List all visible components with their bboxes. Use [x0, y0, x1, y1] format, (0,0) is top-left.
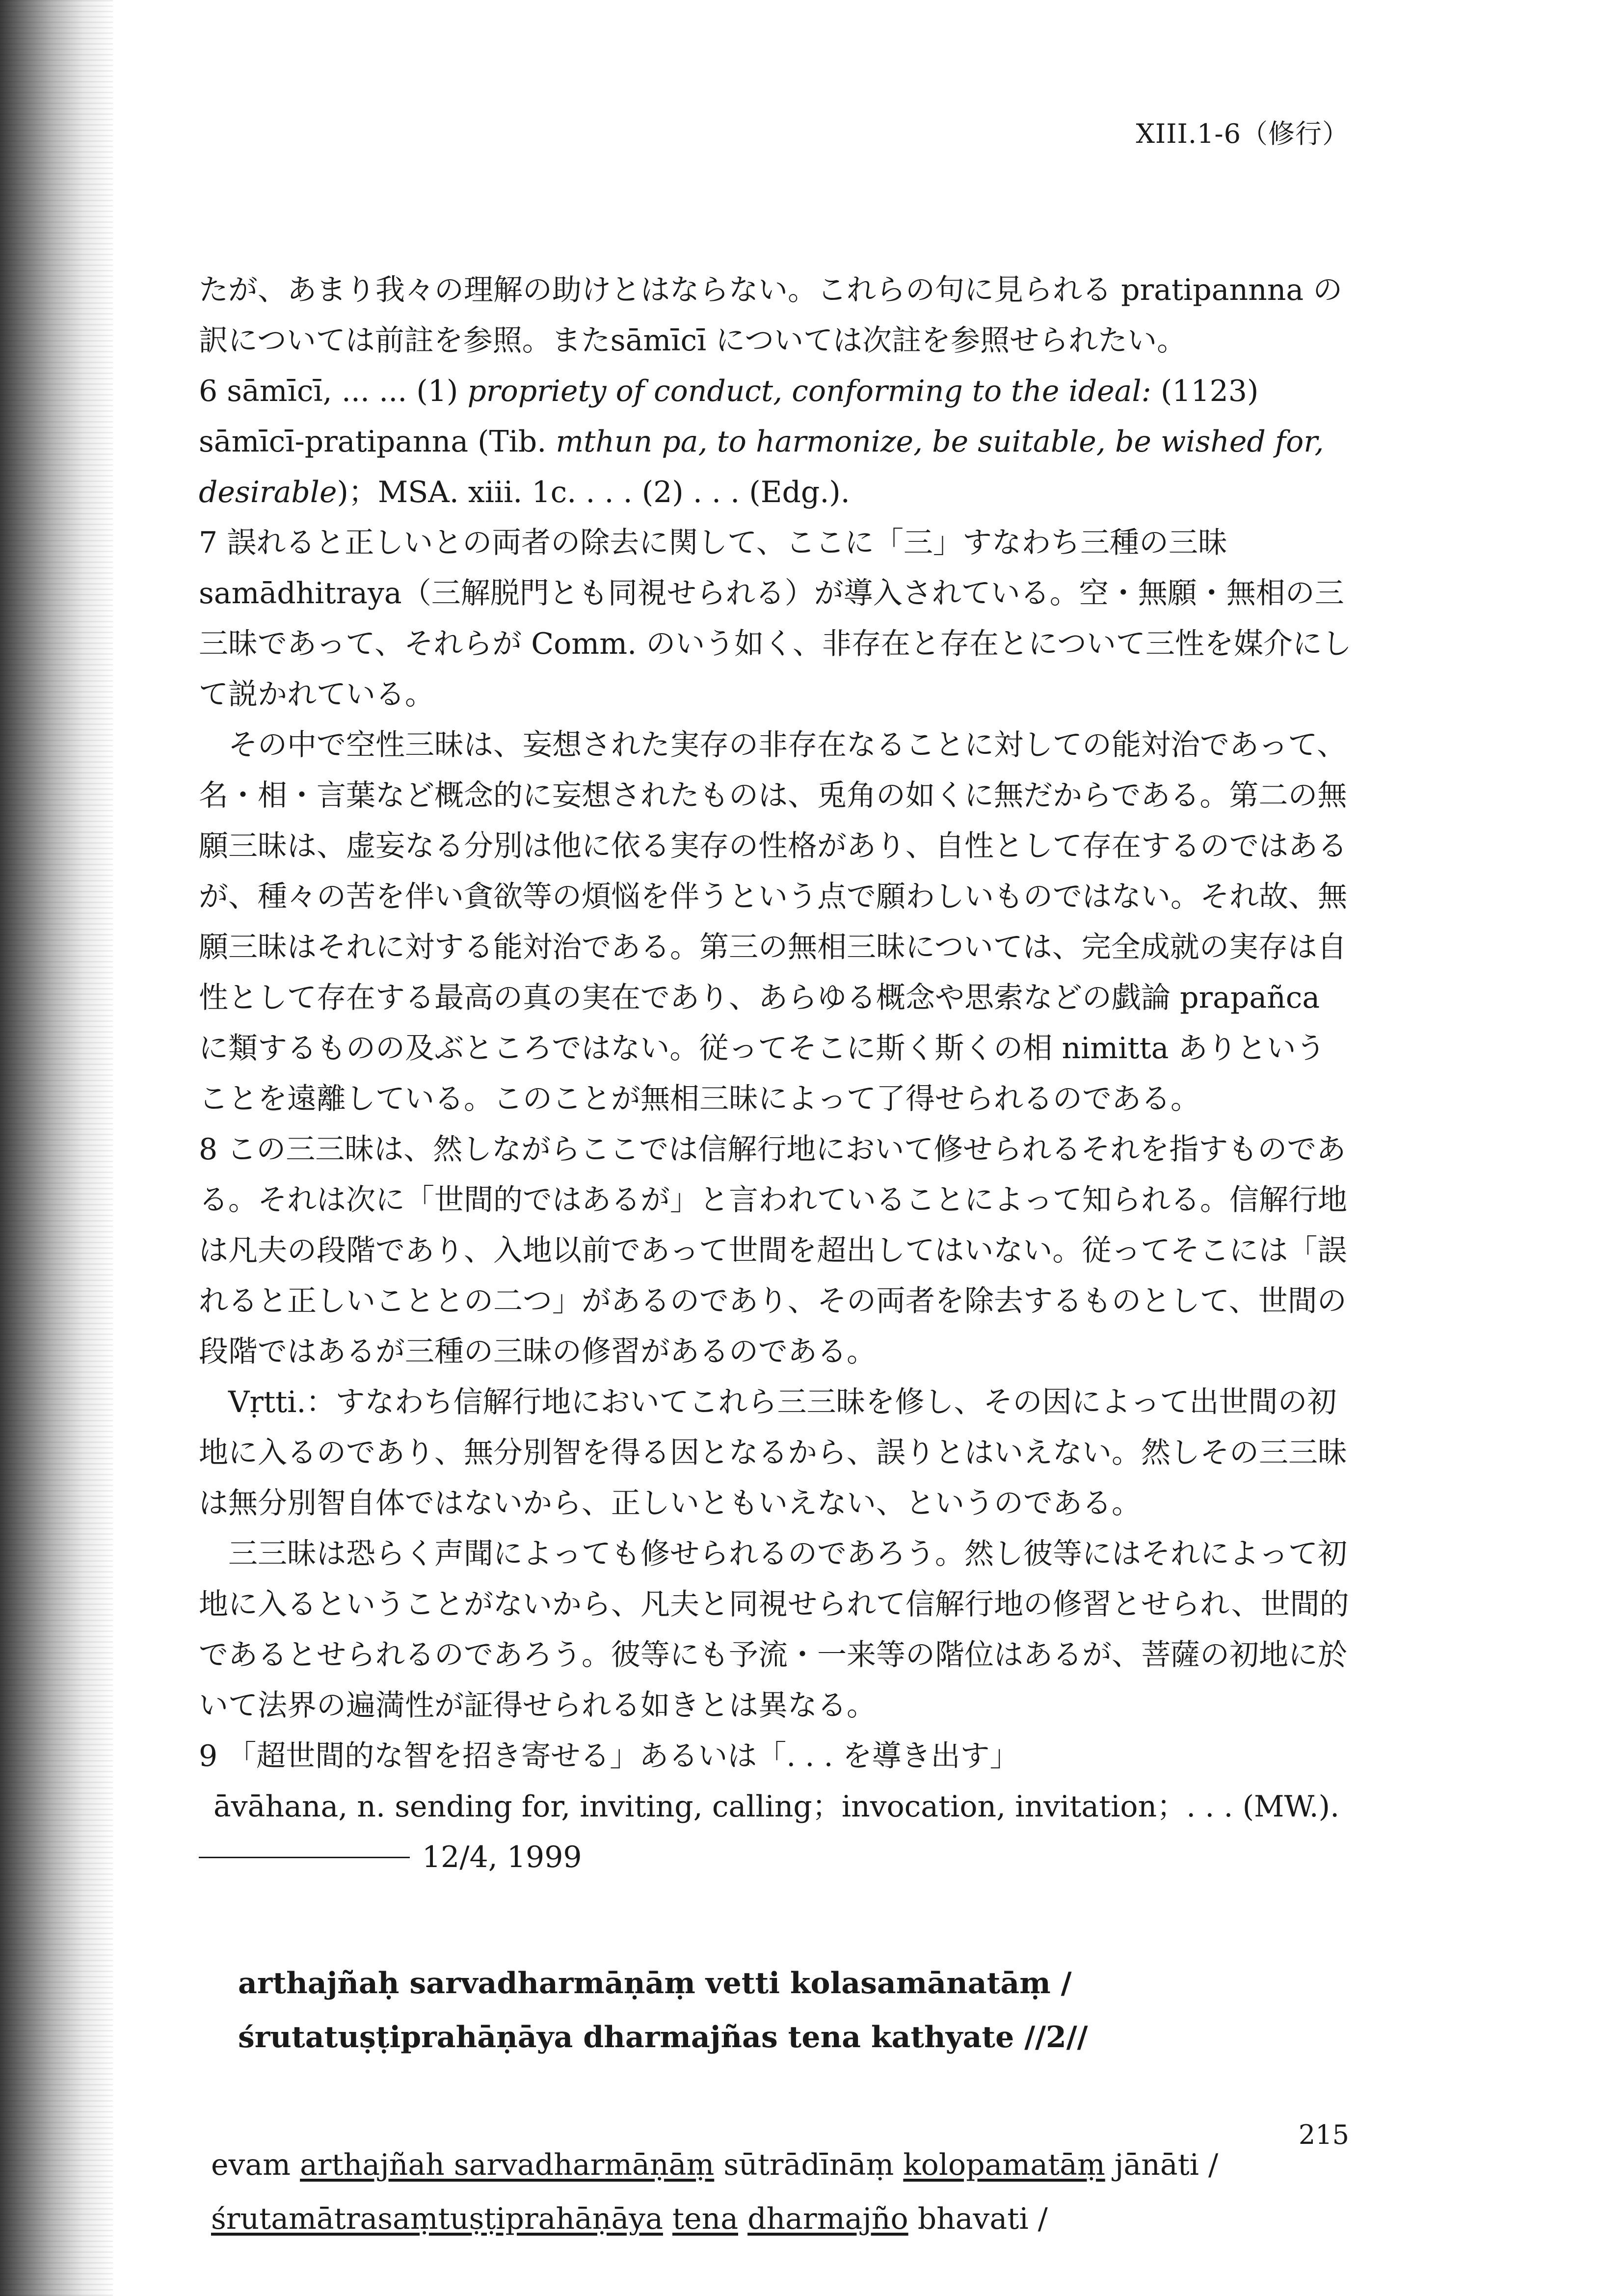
- note-8-paragraph-3: 三三昧は恐らく声聞によっても修せられるのであろう。然し彼等にはそれによって初地に入るということがないから、凡夫と同視せられて信解行地の修習とせられ、世間的であるとせられるのであろう。彼等にも予流・一来等の階位はあるが、菩薩の初地に於いて法界の遍満性が証得せられる如きとは異なる。: [199, 1537, 1349, 1723]
- commentary: [199, 2138, 1355, 2246]
- commentary-term: kolopamatāṃ: [903, 2148, 1105, 2182]
- date: 12/4, 1999: [422, 1840, 582, 1874]
- note-7: 7 誤れると正しいとの両者の除去に関して、ここに「三」すなわち三種の三昧 samādhitraya（三解脱門とも同視せられる）が導入されている。空・無願・無相の三三昧であって、それらが Comm. のいう如く、非存在と存在とについて三性を媒介にして説かれている。: [199, 526, 1352, 712]
- note-6-part-e: )；MSA. xiii. 1c. . . . (2) . . . (Edg.).: [337, 475, 850, 509]
- note-8: 8 この三三昧は、然しながらここでは信解行地において修せられるそれを指すものである。それは次に「世間的ではあるが」と言われていることによって知られる。信解行地は凡夫の段階であり、入地以前であって世間を超出してはいない。従ってそこには「誤れると正しいこととの二つ」があるのであり、その両者を除去するものとして、世間の段階ではあるが三種の三昧の修習があるのである。: [199, 1132, 1347, 1369]
- note-6-part-c: (1123) sāmīcī-pratipanna (Tib.: [199, 374, 1259, 459]
- note-continuation: たが、あまり我々の理解の助けとはならない。これらの句に見られる pratipannna の訳については前註を参照。またsāmīcī については次註を参照せられたい。: [199, 273, 1343, 358]
- commentary-term: dharmajño: [747, 2202, 908, 2236]
- note-6-tibetan: mthun pa, to harmonize, be suitable, be wished for, desirable: [199, 425, 1324, 509]
- page-number: 215: [1298, 2119, 1349, 2150]
- note-6-part-a: 6 sāmīcī, ... ... (1): [199, 374, 468, 408]
- commentary-term: tena: [672, 2202, 739, 2236]
- running-head: XIII.1-6（修行）: [1136, 118, 1349, 149]
- note-8-vrtti: Vṛtti.：すなわち信解行地においてこれら三三昧を修し、その因によって出世間の初地に入るのであり、無分別智を得る因となるから、誤りとはいえない。然しその三三昧は無分別智自体ではないから、正しいともいえない、というのである。: [199, 1385, 1347, 1521]
- commentary-term: arthajñah sarvadharmāṇāṃ: [300, 2148, 715, 2182]
- note-6-gloss: propriety of conduct, conforming to the ideal:: [467, 374, 1151, 408]
- note-6: [199, 366, 1355, 518]
- verse-line-1: arthajñaḥ sarvadharmāṇāṃ vetti kolasamānatāṃ /: [238, 1966, 1072, 2001]
- verse-line-2: śrutatuṣṭiprahāṇāya dharmajñas tena kathyate //2//: [238, 2020, 1088, 2055]
- horizontal-rule: [199, 1857, 410, 1858]
- verse-block: [199, 1956, 1355, 2064]
- date-line: [199, 1832, 1355, 1883]
- scan-shadow-texture: [0, 0, 113, 2296]
- note-9-dictionary: āvāhana, n. sending for, inviting, calling；invocation, invitation；. . . (MW.).: [213, 1789, 1340, 1824]
- note-7-paragraph-2: その中で空性三昧は、妄想された実存の非存在なることに対しての能対治であって、名・相・言葉など概念的に妄想されたものは、兎角の如くに無だからである。第二の無願三昧は、虚妄なる分別は他に依る実存の性格があり、自性として存在するのではあるが、種々の苦を伴い貪欲等の煩悩を伴うという点で願わしいものではない。それ故、無願三昧はそれに対する能対治である。第三の無相三昧については、完全成就の実存は自性として存在する最高の真の実在であり、あらゆる概念や思索などの戯論 prapañca に類するものの及ぶところではない。従ってそこに斯く斯くの相 nimitta ありということを遠離している。このことが無相三昧によって了得せられるのである。: [199, 728, 1347, 1116]
- commentary-word: jānāti /: [1114, 2148, 1219, 2182]
- commentary-term: śrutamātrasaṃtuṣṭiprahāṇāya: [211, 2202, 663, 2236]
- commentary-word: sūtrādīnāṃ: [723, 2148, 894, 2182]
- note-9: 9 「超世間的な智を招き寄せる」あるいは「. . . を導き出す」: [199, 1739, 1019, 1773]
- commentary-word: evam: [211, 2148, 291, 2182]
- page-body: [199, 265, 1355, 2246]
- commentary-word: bhavati /: [917, 2202, 1048, 2236]
